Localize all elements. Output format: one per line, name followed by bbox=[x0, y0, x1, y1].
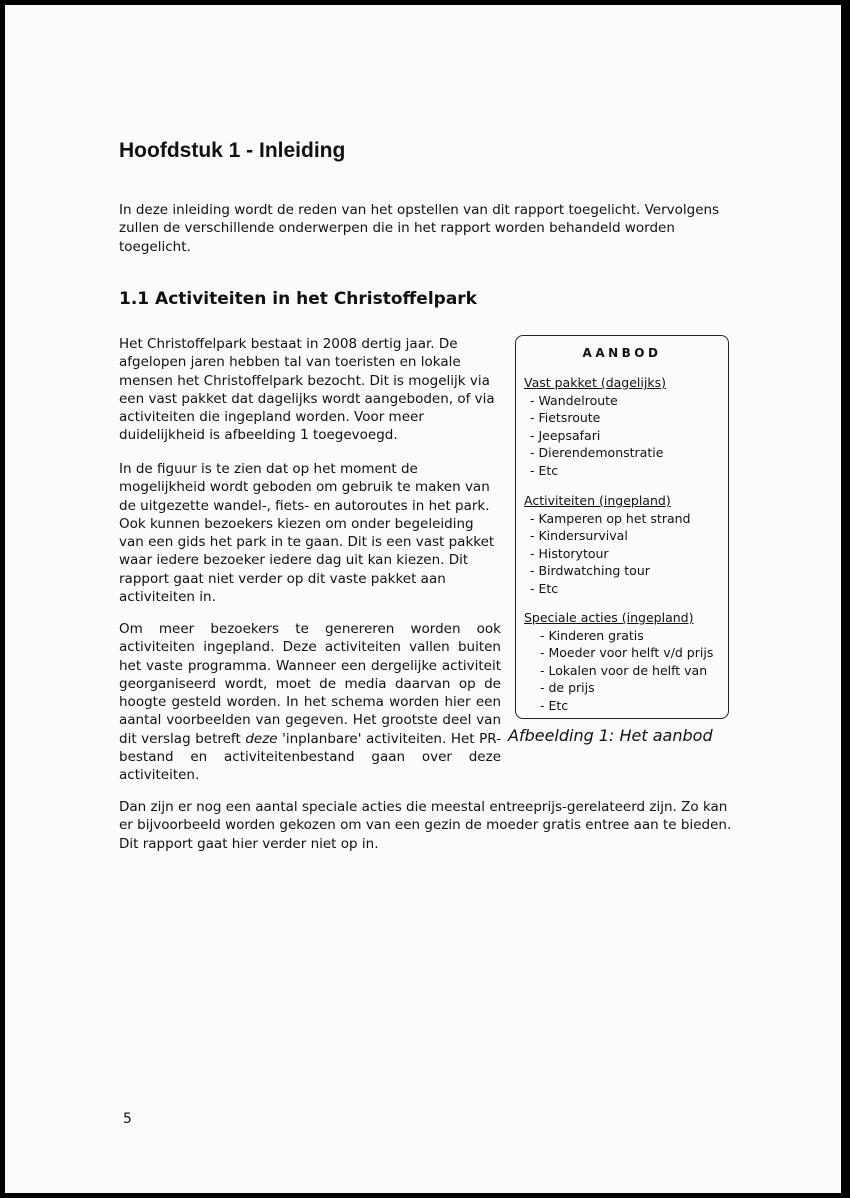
group-heading: Vast pakket (dagelijks) bbox=[524, 375, 666, 390]
list-item: - Kinderen gratis bbox=[540, 627, 713, 645]
figure-title: AANBOD bbox=[582, 346, 662, 360]
list-item: - Kamperen op het strand bbox=[530, 510, 691, 528]
document-page bbox=[5, 5, 841, 1193]
list-item: - Wandelroute bbox=[530, 392, 666, 410]
list-item: - Etc bbox=[530, 580, 691, 598]
paragraph-4: Dan zijn er nog een aantal speciale acties die meestal entreeprijs-gerelateerd zijn. Zo kan er bijvoorbeeld worden gekozen om van een gezin de moeder gratis entree aan te bieden. Dit rapport gaat hier verder niet op in. bbox=[119, 799, 732, 852]
page-number: 5 bbox=[123, 1111, 132, 1127]
list-item: - Etc bbox=[530, 462, 666, 480]
list-item: - Fietsroute bbox=[530, 409, 666, 427]
list-item: - Moeder voor helft v/d prijs bbox=[540, 644, 713, 662]
intro-paragraph: In deze inleiding wordt de reden van het opstellen van dit rapport toegelicht. Vervolgens zullen de verschillende onderwerpen die in het rapport worden behandeld worden toegelicht. bbox=[119, 202, 720, 255]
aanbod-figure-box bbox=[515, 335, 729, 719]
paragraph-1: Het Christoffelpark bestaat in 2008 dertig jaar. De afgelopen jaren hebben tal van toeristen en lokale mensen het Christoffelpark bezocht. Dit is mogelijk via een vast pakket dat dagelijks wordt aangeboden, of via activiteiten die ingepland worden. Voor meer duidelijkheid is afbeelding 1 toegevoegd. bbox=[119, 336, 495, 444]
list-item: - Jeepsafari bbox=[530, 427, 666, 445]
group-heading: Speciale acties (ingepland) bbox=[524, 610, 694, 625]
paragraph-3-lead: Om meer bezoekers te genereren worden ook activiteiten ingepland. Deze activiteiten vallen buiten het vaste programma. Wanneer een dergelijke activiteit georganiseerd wordt, moet de media daarvan op de hoogte gesteld worden. In het schema worden hier een aantal voorbeelden van gegeven. Het grootste deel van dit verslag betreft bbox=[119, 621, 501, 747]
group-activiteiten bbox=[524, 492, 691, 597]
chapter-title: Hoofdstuk 1 - Inleiding bbox=[119, 139, 346, 162]
paragraph-3-emphasis: deze bbox=[245, 730, 278, 747]
paragraph-3 bbox=[119, 620, 501, 785]
group-vast-pakket bbox=[524, 374, 666, 479]
paragraph-3-tail: 'inplanbare' activiteiten. Het PR-bestand en activiteitenbestand gaan over deze activiteiten. bbox=[119, 730, 501, 784]
paragraph-2: In de figuur is te zien dat op het moment de mogelijkheid wordt geboden om gebruik te maken van de uitgezette wandel-, fiets- en autoroutes in het park. Ook kunnen bezoekers kiezen om onder begeleiding van een gids het park in te gaan. Dit is een vast pakket waar iedere bezoeker iedere dag uit kan kiezen. Dit rapport gaat niet verder op dit vaste pakket aan activiteiten in. bbox=[119, 461, 495, 606]
list-item: - de prijs bbox=[540, 679, 713, 697]
list-item: - Dierendemonstratie bbox=[530, 444, 666, 462]
section-title: 1.1 Activiteiten in het Christoffelpark bbox=[119, 289, 477, 309]
list-item: - Lokalen voor de helft van bbox=[540, 662, 713, 680]
list-item: - Birdwatching tour bbox=[530, 562, 691, 580]
group-heading: Activiteiten (ingepland) bbox=[524, 493, 671, 508]
figure-caption: Afbeelding 1: Het aanbod bbox=[508, 726, 713, 745]
group-speciale-acties bbox=[524, 609, 713, 714]
list-item: - Kindersurvival bbox=[530, 527, 691, 545]
list-item: - Etc bbox=[540, 697, 713, 715]
list-item: - Historytour bbox=[530, 545, 691, 563]
